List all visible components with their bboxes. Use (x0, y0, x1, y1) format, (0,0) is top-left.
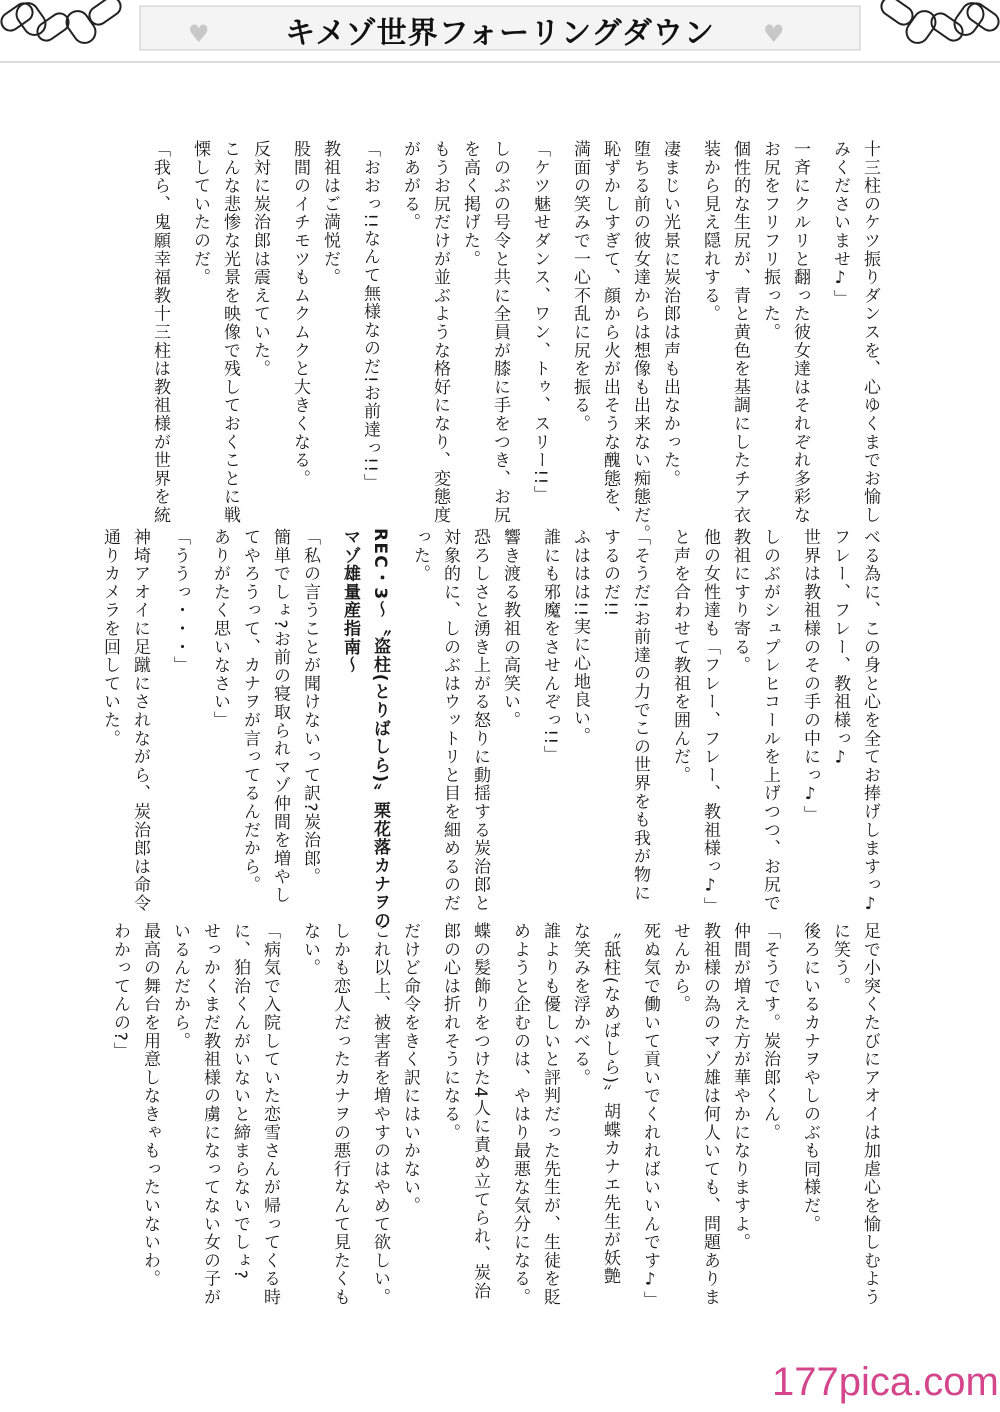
text-line: 装から見え隠れする。 (700, 140, 720, 323)
text-line: 対象的に、しのぶはウットリと目を細めるのだ (440, 528, 460, 913)
text-line: 〝舐柱(なめばしら)〟胡蝶カナエ先生が妖艶 (600, 922, 620, 1286)
text-line: 後ろにいるカナヲやしのぶも同様だ。 (800, 922, 820, 1234)
text-line: 死ぬ気で働いて貢いでくれればいいんです♪」 (640, 922, 660, 1310)
text-line: 反対に炭治郎は震えていた。 (250, 140, 270, 378)
section-heading: REC・3〜〝盗柱(とりばしら)〟栗花落カナヲの (370, 528, 390, 930)
heart-icon: ♥ (763, 20, 785, 48)
page-header (0, 0, 1000, 66)
text-line: ふははは!!実に心地良い。 (570, 528, 590, 746)
text-line: お尻をフリフリ振った。 (760, 140, 780, 342)
text-line: 堕ちる前の彼女達からは想像も出来ない痴態だ。 (630, 140, 650, 543)
text-line: せっかくまだ教祖様の虜になってない女の子が (200, 922, 220, 1307)
text-line: 「ケツ魅せダンス、ワン、トゥ、スリー!!」 (530, 140, 550, 504)
text-line: 「おおっ!!なんて無様なのだ!お前達っ!!」 (360, 140, 380, 492)
text-line: 他の女性達も「フレー、フレー、教祖様っ♪」 (700, 528, 720, 916)
text-line: ない。 (300, 922, 320, 977)
page-title: キメゾ世界フォーリングダウン (285, 16, 715, 51)
text-line: だけど命令をきく訳にはいかない。 (400, 922, 420, 1215)
text-block-middle (100, 528, 880, 930)
text-line: 凄まじい光景に炭治郎は声も出なかった。 (660, 140, 680, 488)
text-line: 最高の舞台を用意しなきゃもったいないわ。 (140, 922, 160, 1288)
text-line: 慄していたのだ。 (190, 140, 210, 287)
text-line: な笑みを浮かべる。 (570, 922, 590, 1087)
text-line: めようと企むのは、やはり最悪な気分になる。 (510, 922, 530, 1307)
text-line: 郎の心は折れそうになる。 (440, 922, 460, 1142)
text-line: 誰よりも優しいと評判だった先生が、生徒を貶 (540, 922, 560, 1307)
text-line: せんから。 (670, 922, 690, 1014)
text-line: わかってんの?」 (110, 922, 130, 1061)
text-line: 神埼アオイに足蹴にされながら、炭治郎は命令 (130, 528, 150, 913)
text-line: 「病気で入院していた恋雪さんが帰ってくる時 (260, 922, 280, 1307)
text-line: 教祖はご満悦だ。 (320, 140, 340, 287)
text-line: った。 (410, 528, 430, 583)
text-line: 世界は教祖様のその手の中にっ♪」 (800, 528, 820, 824)
text-block-top (140, 140, 880, 543)
text-line: 「そうだ!お前達の力でこの世界をも我が物に (630, 528, 650, 903)
text-line: 蝶の髪飾りをつけた4人に責め立てられ、炭治 (470, 922, 490, 1301)
text-line: しのぶの号令と共に全員が膝に手をつき、お尻 (490, 140, 510, 525)
text-line: 「我ら、鬼願幸福教十三柱は教祖様が世界を統 (150, 140, 170, 525)
text-line: 個性的な生尻が、青と黄色を基調にしたチア衣 (730, 140, 750, 525)
text-line: ありがたく思いなさい」 (210, 528, 230, 730)
text-line: 教祖にすり寄る。 (730, 528, 750, 675)
text-line: 股間のイチモツもムクムクと大きくなる。 (290, 140, 310, 488)
text-line: 一斉にクルリと翻った彼女達はそれぞれ多彩な (790, 140, 810, 525)
text-line: 恐ろしさと湧き上がる怒りに動揺する炭治郎と (470, 528, 490, 913)
text-line: いるんだから。 (170, 922, 190, 1051)
text-line: 十三柱のケツ振りダンスを、心ゆくまでお愉し (860, 140, 880, 525)
text-line: みくださいませ♪」 (830, 140, 850, 308)
text-line: 響き渡る教祖の高笑い。 (500, 528, 520, 730)
text-line: これ以上、被害者を増やすのはやめて欲しい。 (370, 922, 390, 1307)
text-line: しのぶがシュプレヒコールを上げつつ、お尻で (760, 528, 780, 913)
text-line: 恥ずかしすぎて、顔から火が出そうな醜態を、 (600, 140, 620, 525)
text-block-bottom (110, 922, 880, 1310)
text-line: に笑う。 (830, 922, 850, 996)
text-line: を高く掲げた。 (460, 140, 480, 269)
text-line: 教祖様の為のマゾ雄は何人いても、問題ありま (700, 922, 720, 1307)
text-line: があがる。 (400, 140, 420, 232)
text-line: 「ううっ・・・」 (170, 528, 190, 675)
text-line: 「そうです。炭治郎くん。 (760, 922, 780, 1142)
text-line: フレー、フレー、教祖様っ♪ (830, 528, 850, 769)
text-line: しかも恋人だったカナヲの悪行なんて見たくも (330, 922, 350, 1307)
text-line: 「私の言うことが聞けないって訳?炭治郎。 (300, 528, 320, 887)
text-line: べる為に、この身と心を全てお捧げしますっ♪ (860, 528, 880, 916)
heart-icon: ♥ (188, 20, 210, 48)
text-line: 足で小突くたびにアオイは加虐心を愉しむよう (860, 922, 880, 1307)
text-line: こんな悲惨な光景を映像で残しておくことに戦 (220, 140, 240, 525)
text-line: 誰にも邪魔をさせんぞっ!!」 (540, 528, 560, 764)
text-line: 仲間が増えた方が華やかになりますよ。 (730, 922, 750, 1252)
text-line: てやろうって、カナヲが言ってるんだから。 (240, 528, 260, 894)
text-line: 簡単でしょ?お前の寝取られマゾ仲間を増やし (270, 528, 290, 905)
text-line: もうお尻だけが並ぶような格好になり、変態度 (430, 140, 450, 525)
text-line: 満面の笑みで一心不乱に尻を振る。 (570, 140, 590, 433)
section-heading: マゾ雄量産指南〜 (340, 528, 360, 675)
text-line: するのだ!! (600, 528, 620, 618)
site-watermark: 177pica.com (772, 1360, 999, 1404)
text-line: 通りカメラを回していた。 (100, 528, 120, 748)
text-line: に、狛治くんがいないと締まらないでしょ? (230, 922, 250, 1281)
text-line: と声を合わせて教祖を囲んだ。 (670, 528, 690, 785)
